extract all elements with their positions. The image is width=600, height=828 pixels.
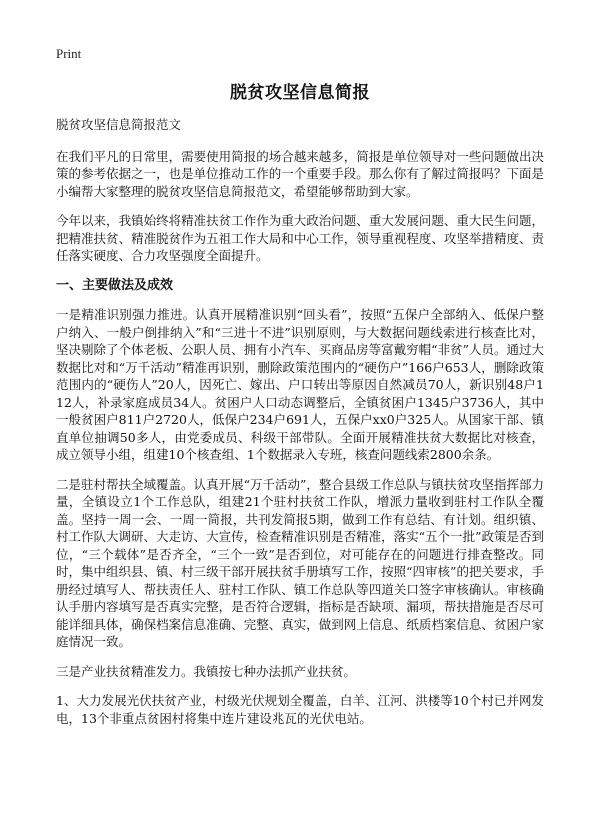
paragraph: 二是驻村帮扶全域覆盖。认真开展“万千活动”，整合县级工作总队与镇扶贫攻坚指挥部力量，全镇设立1个工作总队，组建21个驻村扶贫工作队，增派力量收到驻村工作队全覆盖。坚持一周一会、一周一简报，共刊发简报5期，做到工作有总结、有计划。组织镇、村工作队大调研、大走访、大宣传，检查精准识别是否精准，落实“五个一批”政策是否到位，“三个载体”是否齐全，“三个一致”是否到位，对可能存在的问题进行排查整改。同时，集中组织县、镇、村三级干部开展扶贫手册填写工作，按照“四审核”的把关要求，手册经过填写人、帮扶责任人、驻村工作队、镇工作总队等四道关口签字审核确认。审核确认手册内容填写是否真实完整，是否符合逻辑，指标是否缺项、漏项，帮扶措施是否尽可能详细具体，确保档案信息准确、完整、真实，做到网上信息、纸质档案信息、贫困户家庭情况一致。 xyxy=(56,476,544,649)
section-heading: 一、主要做法及成效 xyxy=(56,277,174,293)
paragraph: 1、大力发展光伏扶贫产业，村级光伏规划全覆盖，白羊、江河、洪楼等10个村已并网发电，13个非重点贫困村将集中连片建设兆瓦的光伏电站。 xyxy=(56,693,544,726)
paragraph: 三是产业扶贫精准发力。我镇按七种办法抓产业扶贫。 xyxy=(56,663,357,679)
print-link[interactable]: Print xyxy=(56,46,82,61)
intro-paragraph: 在我们平凡的日常里，需要使用简报的场合越来越多，简报是单位领导对一些问题做出决策的参考依据之一，也是单位推动工作的一个重要手段。那么你有了解过简报吗？下面是小编帮大家整理的脱贫攻坚信息简报范文，希望能够帮助到大家。 xyxy=(56,148,544,199)
article-subtitle: 脱贫攻坚信息简报范文 xyxy=(56,117,182,132)
page-title: 脱贫攻坚信息简报 xyxy=(230,83,370,103)
paragraph: 今年以来，我镇始终将精准扶贫工作作为重大政治问题、重大发展问题、重大民生问题，把精准扶贫、精准脱贫作为五祖工作大局和中心工作，领导重视程度、攻坚举措精度、责任落实硬度、合力攻坚强度全面提升。 xyxy=(56,213,544,263)
article-body xyxy=(56,116,544,739)
paragraph: 一是精准识别强力推进。认真开展精准识别“回头看”，按照“五保户全部纳入、低保户整户纳入、一般户倒排纳入”和“三进十不进”识别原则，与大数据问题线索进行核查比对，坚决剔除了个体老板、公职人员、拥有小汽车、买商品房等富戴穷帽“非贫”人员。通过大数据比对和“万千活动”精准再识别，删除政策范围内的“硬伤户”166户653人，删除政策范围内的“硬伤人”20人，因死亡、嫁出、户口转出等原因自然减员70人，新识别48户112人，补录家庭成员34人。贫困户人口动态调整后，全镇贫困户1345户3736人，其中一般贫困户811户2720人，低保户234户691人，五保户xx0户325人。从国家干部、镇直单位抽调50多人，由党委成员、科级干部带队。全面开展精准扶贫大数据比对核查，成立领导小组，组建10个核查组、1个数据录入专班，核查问题线索2800余条。 xyxy=(56,307,544,462)
